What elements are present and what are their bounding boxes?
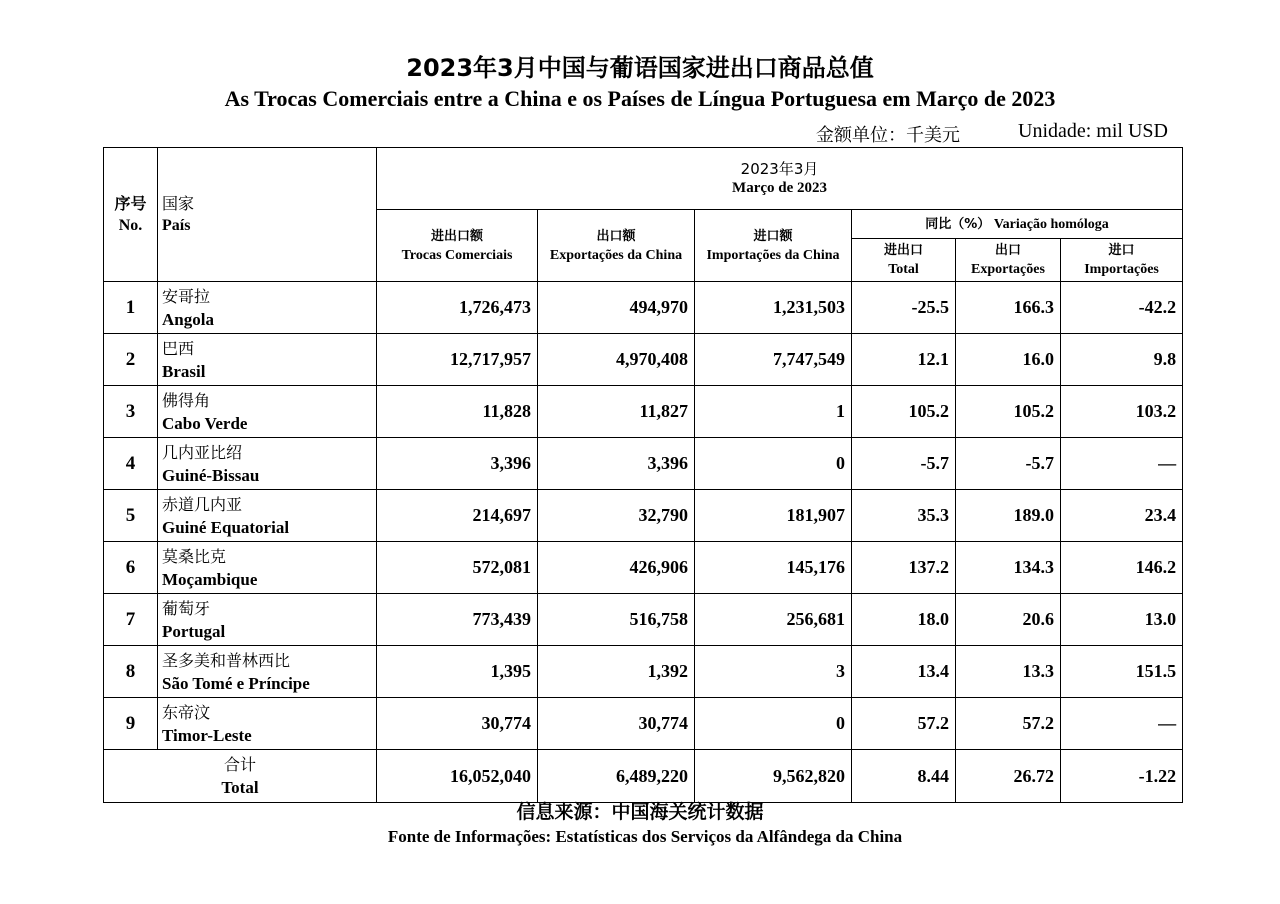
cell-yoy-exports: 13.3: [956, 646, 1061, 698]
cell-yoy-total: 13.4: [852, 646, 956, 698]
cell-exports: 1,392: [538, 646, 695, 698]
header-yoy-exports: [956, 239, 1061, 282]
cell-trade: 773,439: [377, 594, 538, 646]
row-number: 9: [104, 698, 158, 750]
header-number-pt: No.: [118, 216, 143, 234]
country-name-pt: Guiné Equatorial: [162, 517, 290, 537]
table-row: [104, 282, 1183, 334]
country-name-pt: Brasil: [162, 361, 206, 381]
cell-yoy-exports: 189.0: [956, 490, 1061, 542]
total-yoy-total: 8.44: [852, 750, 956, 803]
cell-yoy-total: -25.5: [852, 282, 956, 334]
country-name-cn: 莫桑比克: [162, 546, 227, 566]
cell-trade: 3,396: [377, 438, 538, 490]
header-yoy-total: [852, 239, 956, 282]
header-trade-pt: Trocas Comerciais: [401, 247, 513, 263]
country-name-pt: Cabo Verde: [162, 413, 248, 433]
cell-imports: 1: [695, 386, 852, 438]
source-portuguese: Fonte de Informações: Estatísticas dos Serviços da Alfândega da China: [387, 827, 903, 846]
header-number-cn: 序号: [114, 193, 147, 213]
table-row: [104, 386, 1183, 438]
table-row: [104, 646, 1183, 698]
country-name-pt: Timor-Leste: [162, 725, 252, 745]
table-row: [104, 490, 1183, 542]
header-yoy-exports-pt: Exportações: [971, 262, 1045, 277]
table-row: [104, 542, 1183, 594]
cell-yoy-exports: 57.2: [956, 698, 1061, 750]
cell-yoy-exports: 16.0: [956, 334, 1061, 386]
cell-yoy-exports: 166.3: [956, 282, 1061, 334]
header-yoy-total-pt: Total: [888, 262, 919, 277]
cell-trade: 214,697: [377, 490, 538, 542]
country-cell: [158, 334, 377, 386]
country-cell: [158, 698, 377, 750]
cell-yoy-imports: 9.8: [1061, 334, 1183, 386]
row-number: 2: [104, 334, 158, 386]
cell-yoy-imports: 146.2: [1061, 542, 1183, 594]
table-row: [104, 594, 1183, 646]
country-name-pt: Guiné-Bissau: [162, 465, 260, 485]
cell-imports: 181,907: [695, 490, 852, 542]
cell-yoy-total: 18.0: [852, 594, 956, 646]
country-name-cn: 葡萄牙: [162, 598, 211, 618]
cell-yoy-exports: 105.2: [956, 386, 1061, 438]
country-cell: [158, 542, 377, 594]
row-number: 6: [104, 542, 158, 594]
total-row: [104, 750, 1183, 803]
cell-trade: 12,717,957: [377, 334, 538, 386]
country-cell: [158, 438, 377, 490]
cell-trade: 1,395: [377, 646, 538, 698]
country-name-pt: Moçambique: [162, 569, 258, 589]
total-trade: 16,052,040: [377, 750, 538, 803]
header-country-cn: 国家: [162, 193, 195, 213]
cell-exports: 4,970,408: [538, 334, 695, 386]
total-label: [104, 750, 377, 803]
header-trade: [377, 210, 538, 282]
cell-imports: 145,176: [695, 542, 852, 594]
country-name-cn: 东帝汶: [162, 702, 211, 722]
header-exports: [538, 210, 695, 282]
country-cell: [158, 594, 377, 646]
total-yoy-exports: 26.72: [956, 750, 1061, 803]
country-name-cn: 安哥拉: [162, 286, 211, 306]
country-cell: [158, 646, 377, 698]
row-number: 1: [104, 282, 158, 334]
header-period: [377, 148, 1183, 210]
table-row: [104, 438, 1183, 490]
cell-yoy-imports: 23.4: [1061, 490, 1183, 542]
total-imports: 9,562,820: [695, 750, 852, 803]
cell-imports: 7,747,549: [695, 334, 852, 386]
total-label-cn: 合计: [223, 755, 256, 774]
unit-label-chinese: 金额单位：千美元: [816, 125, 960, 146]
cell-exports: 426,906: [538, 542, 695, 594]
cell-yoy-imports: —: [1061, 698, 1183, 750]
row-number: 4: [104, 438, 158, 490]
header-yoy-total-cn: 进出口: [883, 243, 923, 258]
total-exports: 6,489,220: [538, 750, 695, 803]
table-row: [104, 698, 1183, 750]
header-country-pt: País: [162, 216, 191, 234]
total-label-pt: Total: [221, 778, 259, 797]
cell-exports: 3,396: [538, 438, 695, 490]
country-name-pt: São Tomé e Príncipe: [162, 673, 310, 693]
country-name-cn: 赤道几内亚: [162, 494, 243, 514]
header-yoy: [852, 210, 1183, 239]
cell-yoy-total: 35.3: [852, 490, 956, 542]
cell-yoy-total: 57.2: [852, 698, 956, 750]
cell-yoy-exports: -5.7: [956, 438, 1061, 490]
country-cell: [158, 386, 377, 438]
cell-yoy-imports: 151.5: [1061, 646, 1183, 698]
cell-yoy-imports: 13.0: [1061, 594, 1183, 646]
header-period-cn: 2023年3月: [740, 159, 819, 178]
cell-imports: 256,681: [695, 594, 852, 646]
header-yoy-imports-cn: 进口: [1108, 243, 1135, 258]
page-title-portuguese: As Trocas Comerciais entre a China e os Países de Língua Portuguesa em Março de 2023: [224, 86, 1056, 111]
total-yoy-imports: -1.22: [1061, 750, 1183, 803]
table-row: [104, 334, 1183, 386]
cell-imports: 3: [695, 646, 852, 698]
cell-imports: 1,231,503: [695, 282, 852, 334]
cell-imports: 0: [695, 438, 852, 490]
row-number: 5: [104, 490, 158, 542]
cell-yoy-exports: 134.3: [956, 542, 1061, 594]
source-chinese: 信息来源：中国海关统计数据: [516, 801, 764, 823]
header-yoy-cn: 同比（%）: [925, 216, 991, 232]
header-country: [158, 148, 377, 282]
header-exports-cn: 出口额: [596, 228, 636, 244]
cell-exports: 494,970: [538, 282, 695, 334]
unit-label-portuguese: Unidade: mil USD: [1018, 120, 1168, 142]
country-cell: [158, 490, 377, 542]
cell-trade: 11,828: [377, 386, 538, 438]
cell-yoy-imports: -42.2: [1061, 282, 1183, 334]
cell-exports: 30,774: [538, 698, 695, 750]
header-imports-pt: Importações da China: [706, 247, 840, 263]
row-number: 3: [104, 386, 158, 438]
cell-yoy-total: 105.2: [852, 386, 956, 438]
cell-yoy-total: -5.7: [852, 438, 956, 490]
country-name-cn: 圣多美和普林西比: [162, 650, 291, 670]
header-yoy-exports-cn: 出口: [994, 243, 1021, 258]
cell-imports: 0: [695, 698, 852, 750]
country-name-cn: 几内亚比绍: [162, 442, 243, 462]
cell-trade: 30,774: [377, 698, 538, 750]
header-period-pt: Março de 2023: [732, 179, 828, 196]
cell-yoy-imports: 103.2: [1061, 386, 1183, 438]
cell-exports: 516,758: [538, 594, 695, 646]
country-name-pt: Angola: [162, 309, 214, 329]
cell-exports: 11,827: [538, 386, 695, 438]
cell-trade: 1,726,473: [377, 282, 538, 334]
header-exports-pt: Exportações da China: [549, 247, 683, 263]
row-number: 8: [104, 646, 158, 698]
header-yoy-pt: Variação homóloga: [993, 216, 1109, 232]
row-number: 7: [104, 594, 158, 646]
cell-yoy-exports: 20.6: [956, 594, 1061, 646]
header-number: [104, 148, 158, 282]
country-name-pt: Portugal: [162, 621, 226, 641]
country-cell: [158, 282, 377, 334]
header-imports-cn: 进口额: [753, 228, 793, 244]
country-name-cn: 巴西: [162, 338, 195, 358]
cell-yoy-imports: —: [1061, 438, 1183, 490]
cell-yoy-total: 12.1: [852, 334, 956, 386]
cell-trade: 572,081: [377, 542, 538, 594]
country-name-cn: 佛得角: [162, 390, 211, 410]
header-trade-cn: 进出口额: [430, 228, 483, 244]
page-title-chinese: 2023年3月中国与葡语国家进出口商品总值: [406, 54, 874, 82]
header-imports: [695, 210, 852, 282]
header-yoy-imports-pt: Importações: [1084, 262, 1159, 277]
trade-table: [103, 147, 1183, 803]
cell-exports: 32,790: [538, 490, 695, 542]
cell-yoy-total: 137.2: [852, 542, 956, 594]
header-yoy-imports: [1061, 239, 1183, 282]
